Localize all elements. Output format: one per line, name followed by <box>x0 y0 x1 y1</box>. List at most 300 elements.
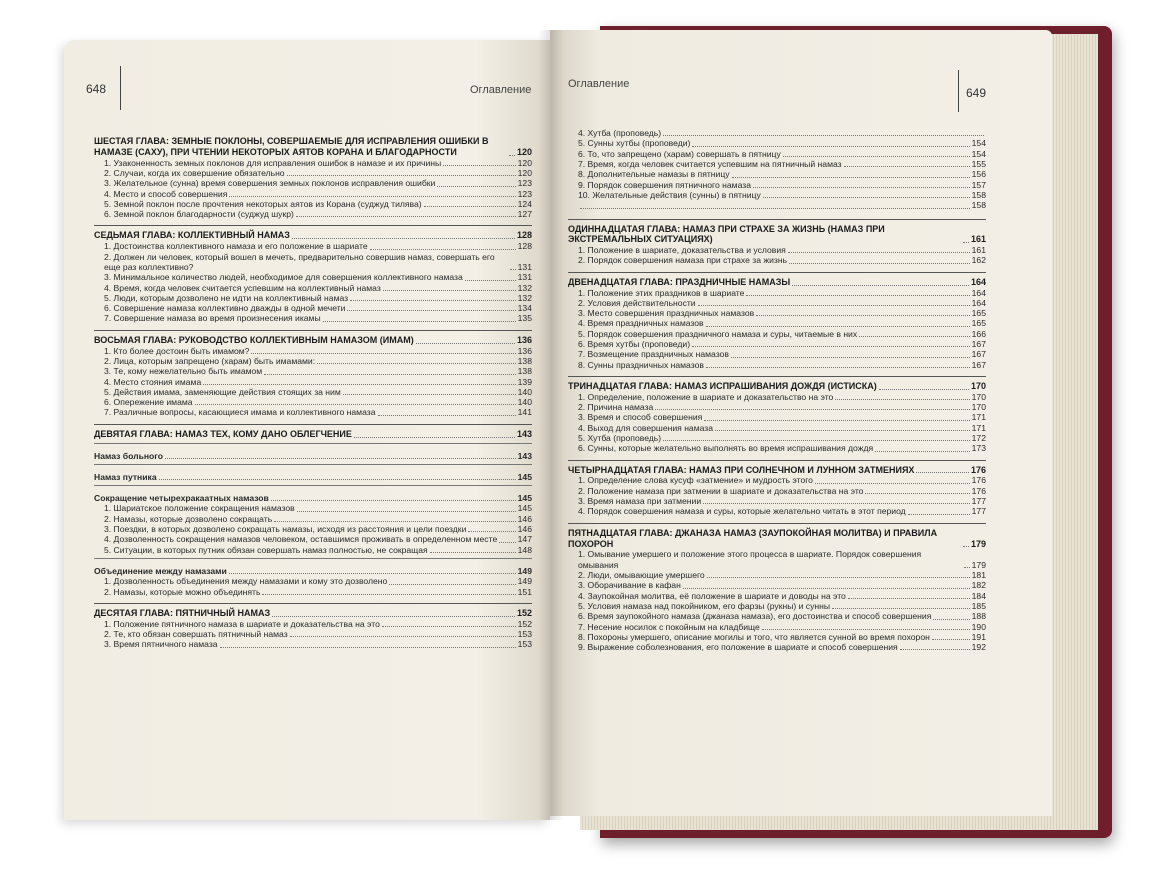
toc-entry-text: 8. Дополнительные намазы в пятницу <box>578 169 730 180</box>
toc-entry-page: 176 <box>971 475 986 486</box>
toc-entry <box>568 169 986 179</box>
chapter-title-page: 152 <box>516 607 532 618</box>
toc-entry <box>568 298 986 308</box>
toc-entry-text: 2. Порядок совершения намаза при страхе за жизнь <box>578 255 788 266</box>
dot-leader <box>317 363 516 364</box>
dot-leader <box>510 269 516 270</box>
subsection-title-page: 145 <box>517 493 532 504</box>
toc-entry-page: 123 <box>517 178 532 189</box>
dot-leader <box>389 584 515 585</box>
toc-entry-page: 164 <box>971 287 986 298</box>
dot-leader <box>756 315 969 316</box>
dot-leader <box>323 321 516 322</box>
toc-subsection <box>94 464 532 482</box>
toc-entry-text: 1. Положение этих праздников в шариате <box>578 287 745 298</box>
toc-entry-text: 1. Кто более достоин быть имамом? <box>104 345 250 356</box>
toc-entry <box>94 252 532 273</box>
toc-entry-page: 140 <box>517 386 532 397</box>
dot-leader <box>220 647 516 648</box>
dot-leader <box>875 451 970 452</box>
dot-leader <box>731 357 970 358</box>
dot-leader <box>964 567 970 568</box>
toc-entry-page: 190 <box>971 621 986 632</box>
chapter-title-page: 170 <box>970 381 986 392</box>
toc-entry-text: 3. Место совершения праздничных намазов <box>578 308 755 319</box>
dot-leader <box>416 343 515 344</box>
toc-subsection <box>94 443 532 461</box>
dot-leader <box>424 206 516 207</box>
toc-entry-text: 3. Время пятничного намаза <box>104 639 218 650</box>
toc-entry <box>568 329 986 339</box>
toc-entry <box>568 591 986 601</box>
toc-entry <box>94 272 532 282</box>
toc-entry <box>94 576 532 586</box>
toc-entry-text: 5. Сунны хутбы (проповеди) <box>578 138 691 149</box>
toc-entry-page: 191 <box>971 631 986 642</box>
toc-entry-text: 3. Время намаза при затмении <box>578 496 702 507</box>
toc-entry-text: 5. Люди, которым дозволено не идти на коллективный намаз <box>104 292 349 303</box>
toc-entry <box>568 580 986 590</box>
toc-entry-page: 177 <box>971 496 986 507</box>
toc-entry-text: 2. Те, кто обязан совершать пятничный намаз <box>104 629 288 640</box>
toc-entry <box>568 308 986 318</box>
chapter-title-page: 164 <box>970 276 986 287</box>
subsection-title <box>94 491 532 503</box>
chapter-title <box>568 224 986 246</box>
dot-leader <box>382 626 516 627</box>
toc-entry-text: 1. Узаконенность земных поклонов для исправления ошибок в намазе и их причины <box>104 157 442 168</box>
dot-leader <box>762 629 970 630</box>
toc-entry <box>568 349 986 359</box>
toc-entry <box>94 503 532 513</box>
toc-entry-page: 151 <box>517 586 532 597</box>
dot-leader <box>290 636 516 637</box>
dot-leader <box>746 295 969 296</box>
toc-entry-page: 141 <box>517 407 532 418</box>
toc-entry-text: 3. Минимальное количество людей, необходимое для совершения коллективного намаза <box>104 272 463 283</box>
toc-entry-page: 120 <box>517 157 532 168</box>
dot-leader <box>350 300 516 301</box>
dot-leader <box>383 290 516 291</box>
dot-leader <box>704 420 969 421</box>
chapter-title-text: ВОСЬМАЯ ГЛАВА: РУКОВОДСТВО КОЛЛЕКТИВНЫМ НАМАЗОМ (ИМАМ) <box>94 334 414 345</box>
toc-entry-page: 154 <box>971 138 986 149</box>
toc-entry-page: 158 <box>971 189 986 200</box>
dot-leader <box>229 196 515 197</box>
continued-entries <box>568 128 986 211</box>
toc-entry-page: 153 <box>517 639 532 650</box>
left-running-title: Оглавление <box>470 84 532 96</box>
toc-entry-text: 1. Определение слова кусуф «затмение» и мудрость этого <box>578 475 813 486</box>
chapter-title <box>94 608 532 619</box>
toc-entry-text: 3. Время и способ совершения <box>578 412 703 423</box>
toc-entry-text: 7. Возмещение праздничных намазов <box>578 349 729 360</box>
toc-entry-page: 148 <box>517 544 532 555</box>
dot-leader <box>732 177 970 178</box>
dot-leader <box>698 305 970 306</box>
subsection-title <box>94 449 532 461</box>
toc-entry-text: 6. То, что запрещено (харам) совершать в пятницу <box>578 148 781 159</box>
toc-entry-text: 4. Заупокойная молитва, её положение в шариате и доводы на это <box>578 590 846 601</box>
toc-entry <box>568 288 986 298</box>
toc-entry-text: 6. Время заупокойного намаза (джаназа намаза), его достоинства и способ совершения <box>578 611 932 622</box>
toc-entry <box>568 149 986 159</box>
dot-leader <box>272 616 515 617</box>
toc-entry-text: 2. Причина намаза <box>578 402 654 413</box>
chapter-title-page: 128 <box>516 230 532 241</box>
toc-entry <box>94 241 532 251</box>
toc-entry-page: 167 <box>971 359 986 370</box>
toc-entry-page: 166 <box>971 328 986 339</box>
dot-leader <box>465 280 516 281</box>
toc-entry-page: 164 <box>971 297 986 308</box>
dot-leader <box>165 458 516 459</box>
toc-entry <box>94 397 532 407</box>
toc-entry-text: 9. Выражение соболезнования, его положение в шариате и способ совершения <box>578 642 898 653</box>
toc-entry-text: 4. Место стояния имама <box>104 376 202 387</box>
toc-chapter <box>94 424 532 597</box>
toc-entry <box>94 524 532 534</box>
toc-entry-text: 3. Оборачивание в кафан <box>578 580 681 591</box>
chapter-title-page: 179 <box>970 538 986 549</box>
toc-entry-text: 1. Положение пятничного намаза в шариате и доказательства на это <box>104 618 380 629</box>
toc-entry <box>568 180 986 190</box>
toc-entry-text: 2. Случаи, когда их совершение обязательно <box>104 167 285 178</box>
toc-entry <box>94 209 532 219</box>
subsection-title-text: Сокращение четырехракаатных намазов <box>94 493 269 504</box>
dot-leader <box>900 649 970 650</box>
chapter-title-text: ТРИНАДЦАТАЯ ГЛАВА: НАМАЗ ИСПРАШИВАНИЯ ДОЖДЯ (ИСТИСКА) <box>568 381 877 392</box>
toc-entry <box>568 549 986 570</box>
toc-entry-text: 5. Хутба (проповедь) <box>578 433 662 444</box>
dot-leader <box>437 186 515 187</box>
dot-leader <box>683 588 970 589</box>
subsection-title-text: Намаз путника <box>94 471 157 482</box>
subsection-title-page: 143 <box>517 450 532 461</box>
chapter-title <box>568 381 986 392</box>
toc-chapter <box>94 225 532 323</box>
toc-entry-text: 10. Желательные действия (сунны) в пятницу <box>578 189 761 200</box>
toc-entry-page: 192 <box>971 642 986 653</box>
toc-entry <box>94 619 532 629</box>
toc-entry-page: 185 <box>971 600 986 611</box>
toc-entry-page: 162 <box>971 255 986 266</box>
dot-leader <box>692 146 969 147</box>
dot-leader <box>788 252 970 253</box>
toc-entry-text: 1. Шариатское положение сокращения намазов <box>104 503 295 514</box>
toc-entry <box>568 245 986 255</box>
toc-entry <box>568 601 986 611</box>
toc-entry-text: 2. Положение намаза при затмении в шариате и доказательства на это <box>578 485 864 496</box>
toc-entry-text: 4. Место и способ совершения <box>104 188 228 199</box>
toc-entry-text: 2. Условия действительности <box>578 297 696 308</box>
toc-subsection <box>94 558 532 597</box>
toc-entry-page: 138 <box>517 355 532 366</box>
toc-entry-page: 131 <box>517 261 532 272</box>
toc-entry <box>94 283 532 293</box>
toc-entry <box>568 318 986 328</box>
chapter-title-page: 161 <box>970 234 986 245</box>
toc-entry-text: 4. Время праздничных намазов <box>578 318 704 329</box>
toc-entry <box>568 642 986 652</box>
toc-entry-page: 157 <box>971 179 986 190</box>
dot-leader <box>292 238 515 239</box>
dot-leader <box>229 573 516 574</box>
toc-subsection <box>94 485 532 555</box>
chapter-title-text: ШЕСТАЯ ГЛАВА: ЗЕМНЫЕ ПОКЛОНЫ, СОВЕРШАЕМЫЕ ДЛЯ ИСПРАВЛЕНИЯ ОШИБКИ В НАМАЗЕ (САХУ), ПРИ ЧТЕНИИ НЕКОТОРЫХ АЯТОВ КОРАНА И БЛАГОДАРНОСТИ <box>94 136 489 157</box>
chapter-title-page: 143 <box>516 428 532 439</box>
toc-entry-page: 165 <box>971 308 986 319</box>
toc-entry-text: 9. Порядок совершения пятничного намаза <box>578 179 751 190</box>
dot-leader <box>908 514 970 515</box>
dot-leader <box>933 619 969 620</box>
toc-entry <box>568 496 986 506</box>
toc-chapter <box>568 219 986 266</box>
toc-entry <box>94 293 532 303</box>
chapter-title-page: 136 <box>516 334 532 345</box>
subsection-title-text: Объединение между намазами <box>94 566 227 577</box>
toc-entry <box>94 407 532 417</box>
dot-leader <box>792 285 969 286</box>
toc-entry-text: 3. Желательное (сунна) время совершения земных поклонов исправления ошибки <box>104 178 436 189</box>
dot-leader <box>159 479 516 480</box>
dot-leader <box>963 546 969 547</box>
left-page-number: 648 <box>86 82 107 96</box>
dot-leader <box>932 639 970 640</box>
toc-entry <box>94 366 532 376</box>
dot-leader <box>832 608 970 609</box>
chapter-title-text: СЕДЬМАЯ ГЛАВА: КОЛЛЕКТИВНЫЙ НАМАЗ <box>94 230 290 241</box>
toc-entry-text: 4. Выход для совершения намаза <box>578 422 714 433</box>
toc-entry-page: 124 <box>517 198 532 209</box>
toc-entry-page: 154 <box>971 148 986 159</box>
dot-leader <box>251 353 515 354</box>
toc-entry <box>568 622 986 632</box>
dot-leader <box>264 374 515 375</box>
dot-leader <box>835 399 969 400</box>
toc-entry-text: 1. Дозволенность объединения между намазами и кому это дозволено <box>104 576 388 587</box>
toc-entry <box>94 313 532 323</box>
dot-leader <box>443 165 515 166</box>
dot-leader <box>343 394 516 395</box>
toc-entry-text: 3. Те, кому нежелательно быть имамом <box>104 366 263 377</box>
toc-entry-text: 2. Лица, которым запрещено (харам) быть имамами: <box>104 355 316 366</box>
toc-entry-text: 6. Время хутбы (проповеди) <box>578 339 691 350</box>
toc-entry <box>568 486 986 496</box>
dot-leader <box>916 472 969 473</box>
chapter-title-text: ДЕВЯТАЯ ГЛАВА: НАМАЗ ТЕХ, КОМУ ДАНО ОБЛЕГЧЕНИЕ <box>94 428 352 439</box>
dot-leader <box>430 552 516 553</box>
toc-entry <box>568 339 986 349</box>
toc-entry-page: 132 <box>517 292 532 303</box>
chapter-title <box>568 465 986 476</box>
dot-leader <box>378 415 516 416</box>
toc-entry-page: 181 <box>971 569 986 580</box>
toc-entry-text: 5. Условия намаза над покойником, его фарзы (рукны) и сунны <box>578 600 831 611</box>
toc-entry <box>94 545 532 555</box>
toc-entry-page: 138 <box>517 366 532 377</box>
dot-leader <box>865 493 969 494</box>
chapter-title <box>94 230 532 241</box>
dot-leader <box>859 336 969 337</box>
toc-entry <box>94 629 532 639</box>
dot-leader <box>271 500 516 501</box>
toc-entry-page: 155 <box>971 158 986 169</box>
toc-entry <box>568 159 986 169</box>
dot-leader <box>354 437 515 438</box>
toc-entry <box>94 514 532 524</box>
toc-entry-page-extra <box>568 200 986 210</box>
subsection-title <box>94 470 532 482</box>
chapter-title <box>94 136 532 158</box>
toc-entry-text: 2. Люди, омывающие умершего <box>578 569 705 580</box>
toc-entry-page: 149 <box>517 576 532 587</box>
toc-entry <box>568 506 986 516</box>
toc-entry <box>94 303 532 313</box>
toc-entry-text: 1. Определение, положение в шариате и доказательство на это <box>578 391 834 402</box>
dot-leader <box>509 155 515 156</box>
toc-chapter <box>94 603 532 650</box>
toc-entry-text: 7. Несение носилок с покойным на кладбище <box>578 621 760 632</box>
toc-entry-page: 179 <box>971 559 986 570</box>
dot-leader <box>848 598 970 599</box>
toc-entry-page: 173 <box>971 443 986 454</box>
toc-entry-page: 171 <box>971 412 986 423</box>
dot-leader <box>262 594 515 595</box>
dot-leader <box>789 263 970 264</box>
dot-leader <box>274 521 515 522</box>
toc-entry <box>568 611 986 621</box>
toc-entry <box>94 587 532 597</box>
toc-entry-text: 3. Поездки, в которых дозволено сокращать намазы, исходя из расстояния и цели поездки <box>104 524 467 535</box>
dot-leader <box>707 577 970 578</box>
dot-leader <box>715 430 970 431</box>
toc-entry-page: 134 <box>517 303 532 314</box>
toc-entry-page: 184 <box>971 590 986 601</box>
dot-leader <box>655 409 969 410</box>
toc-entry-text: 5. Действия имама, заменяющие действия стоящих за ним <box>104 386 341 397</box>
toc-entry <box>568 570 986 580</box>
toc-entry <box>94 346 532 356</box>
subsection-title-page: 149 <box>517 566 532 577</box>
toc-entry-page: 147 <box>517 534 532 545</box>
toc-entry-page: 145 <box>517 503 532 514</box>
toc-entry-page: 120 <box>517 167 532 178</box>
toc-entry-page: 177 <box>971 506 986 517</box>
toc-entry-text: 1. Положение в шариате, доказательства и условия <box>578 245 786 256</box>
chapter-title-text: ДЕСЯТАЯ ГЛАВА: ПЯТНИЧНЫЙ НАМАЗ <box>94 607 271 618</box>
toc-entry-page: 128 <box>517 241 532 252</box>
dot-leader <box>844 166 970 167</box>
toc-entry-page: 139 <box>517 376 532 387</box>
toc-chapter <box>94 330 532 418</box>
toc-entry <box>94 158 532 168</box>
dot-leader <box>879 389 969 390</box>
toc-chapter <box>94 136 532 219</box>
dot-leader <box>692 346 970 347</box>
toc-entry-page: 167 <box>971 339 986 350</box>
toc-chapter <box>568 523 986 653</box>
chapter-title-text: ОДИННАДЦАТАЯ ГЛАВА: НАМАЗ ПРИ СТРАХЕ ЗА ЖИЗНЬ (НАМАЗ ПРИ ЭКСТРЕМАЛЬНЫХ СИТУАЦИЯХ) <box>568 223 885 245</box>
toc-entry-page: 171 <box>971 422 986 433</box>
dot-leader <box>663 440 970 441</box>
toc-entry-text: 6. Сунны, которые желательно выполнять во время испрашивания дождя <box>578 443 874 454</box>
toc-entry <box>94 199 532 209</box>
dot-leader <box>287 175 516 176</box>
toc-entry-page: 132 <box>517 282 532 293</box>
dot-leader <box>580 208 970 209</box>
toc-entry-text: 1. Достоинства коллективного намаза и его положение в шариате <box>104 241 368 252</box>
toc-entry-text: 1. Омывание умершего и положение этого процесса в шариате. Порядок совершения омывания <box>578 549 922 570</box>
toc-entry <box>568 412 986 422</box>
toc-entry-page: 161 <box>971 245 986 256</box>
toc-entry <box>94 387 532 397</box>
chapter-title <box>94 335 532 346</box>
dot-leader <box>963 242 969 243</box>
toc-entry <box>568 632 986 642</box>
dot-leader <box>347 310 515 311</box>
toc-entry-text: 2. Намазы, которые можно объединять <box>104 586 261 597</box>
chapter-title <box>568 277 986 288</box>
toc-entry-text: 8. Сунны праздничных намазов <box>578 359 704 370</box>
toc-entry <box>568 360 986 370</box>
toc-entry-text: 6. Совершение намаза коллективно дважды в одной мечети <box>104 303 346 314</box>
dot-leader <box>763 197 970 198</box>
subsection-title-text: Намаз больного <box>94 450 164 461</box>
toc-entry-page: 170 <box>971 391 986 402</box>
toc-entry-page: 146 <box>517 524 532 535</box>
toc-entry <box>568 392 986 402</box>
toc-entry <box>94 189 532 199</box>
dot-leader <box>706 326 970 327</box>
toc-entry-text: 4. Хутба (проповедь) <box>578 128 662 138</box>
dot-leader <box>663 135 984 136</box>
right-page-number: 649 <box>966 86 987 100</box>
toc-entry-text: 7. Различные вопросы, касающиеся имама и коллективного намаза <box>104 407 376 418</box>
toc-entry-page: 146 <box>517 513 532 524</box>
toc-entry-page: 136 <box>517 345 532 356</box>
chapter-title-page: 120 <box>516 146 532 157</box>
dot-leader <box>706 367 970 368</box>
toc-entry-text: 7. Совершение намаза во время произнесения икамы <box>104 313 321 324</box>
toc-entry-page: 156 <box>971 169 986 180</box>
dot-leader <box>753 187 970 188</box>
toc-entry <box>568 138 986 148</box>
right-header-rule <box>958 70 959 112</box>
toc-entry <box>94 356 532 366</box>
dot-leader <box>370 249 516 250</box>
toc-entry <box>568 475 986 485</box>
toc-entry-page: 158 <box>971 200 986 211</box>
dot-leader <box>703 503 970 504</box>
toc-entry <box>568 423 986 433</box>
toc-entry-page: 170 <box>971 402 986 413</box>
chapter-title-page: 176 <box>970 464 986 475</box>
toc-chapter <box>568 460 986 517</box>
toc-entry-page: 153 <box>517 629 532 640</box>
dot-leader <box>499 542 515 543</box>
dot-leader <box>468 531 515 532</box>
dot-leader <box>203 384 515 385</box>
chapter-title <box>568 528 986 550</box>
toc-entry-text: 4. Время, когда человек считается успевшим на коллективный намаз <box>104 282 381 293</box>
toc-entry-text: 2. Намазы, которые дозволено сокращать <box>104 513 273 524</box>
toc-entry-page: 182 <box>971 580 986 591</box>
toc-entry-text: 4. Дозволенность сокращения намазов человеком, оставшимся проживать в определенном месте <box>104 534 498 545</box>
toc-entry-page: 135 <box>517 313 532 324</box>
chapter-title-text: ПЯТНАДЦАТАЯ ГЛАВА: ДЖАНАЗА НАМАЗ (ЗАУПОКОЙНАЯ МОЛИТВА) И ПРАВИЛА ПОХОРОН <box>568 527 938 549</box>
toc-entry-page: 172 <box>971 433 986 444</box>
